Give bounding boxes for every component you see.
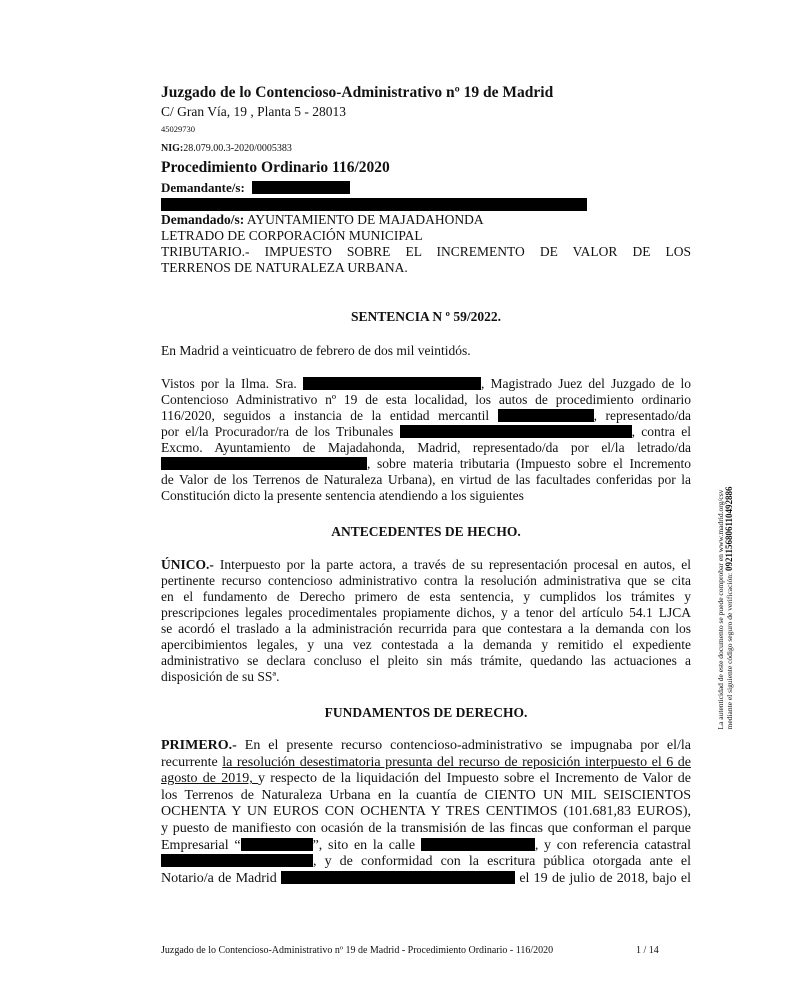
defendant-line-1: Demandado/s: AYUNTAMIENTO DE MAJADAHONDA	[161, 212, 484, 227]
fundamentos-line-7: Empresarial “ ”, sito en la calle , y con referencia catastral	[161, 837, 692, 853]
antecedentes-heading: ANTECEDENTES DE HECHO.	[331, 524, 521, 539]
intro-paragraph: En Madrid a veinticuatro de febrero de dos mil veintidós.	[161, 343, 471, 358]
fundamentos-line-5: OCHENTA Y UN EUROS CON OCHENTA Y TRES CENTIMOS (101.681,83 EUROS),	[161, 804, 691, 820]
fundamentos-line-9: Notario/a de Madrid el 19 de julio de 2018, bajo el	[161, 870, 692, 886]
redaction-park-name	[241, 838, 313, 851]
nig-line	[161, 143, 292, 154]
unico-label: ÚNICO.-	[161, 557, 214, 572]
vistos-line-3: 116/2020, seguidos a instancia de la entidad mercantil , representado/da	[161, 408, 691, 423]
fundamentos-line-2: recurrente la resolución desestimatoria presunta del recurso de reposición interpuesto el 6 de	[161, 754, 691, 770]
antecedentes-paragraph: ÚNICO.- Interpuesto por la parte actora, a través de su representación procesal en autos, el pertinente recurso contencioso administrativo contra la resolución administrativa que se cita en el fundamento de Derecho primero de esta sentencia, y cumplidos los trámites y prescripciones legales procedimentales propiamente dichos, y a tenor del artículo 54.1 LJCA se acordó el traslado a la administración recurrida para que contestara a la demanda con los apercibimientos legales, y una vez contestada a la demanda y remitido el expediente administrativo se declara concluso el pleito sin más trámite, quedando las actuaciones a disposición de su SSª.	[161, 557, 691, 684]
verification-stamp	[718, 468, 732, 748]
redaction-procurator-name	[400, 425, 632, 438]
footer-text: Juzgado de lo Contencioso-Administrativo nº 19 de Madrid - Procedimiento Ordinario - 116/2020	[161, 945, 554, 956]
vistos-line-8: Constitución dicto la presente sentencia atendiendo a los siguientes	[161, 488, 524, 503]
defendant-block	[161, 212, 691, 276]
court-title: Juzgado de lo Contencioso-Administrativo nº 19 de Madrid	[161, 84, 554, 101]
vistos-line-5: Excmo. Ayuntamiento de Majadahonda, Madrid, representado/da por el/la letrado/da	[161, 440, 691, 455]
procedure-title: Procedimiento Ordinario 116/2020	[161, 159, 390, 176]
vistos-paragraph	[161, 376, 691, 504]
defendant-line-2: LETRADO DE CORPORACIÓN MUNICIPAL	[161, 228, 423, 243]
plaintiff-line	[161, 180, 350, 196]
redaction-plaintiff-detail	[161, 198, 587, 211]
redaction-notary-name	[281, 871, 515, 884]
verification-line-2: mediante el siguiente código seguro de verificación: 0921156806110492886	[724, 486, 734, 730]
court-code: 45029730	[161, 124, 195, 134]
vistos-line-2: Contencioso Administrativo nº 19 de esta localidad, los autos de procedimiento ordinario	[161, 392, 691, 407]
redaction-cadastral-ref	[161, 854, 313, 867]
redaction-judge-name	[303, 377, 481, 390]
antecedentes-line-1: ÚNICO.- Interpuesto por la parte actora, a través de su representación procesal en autos, el	[161, 557, 691, 572]
redaction-lawyer-name	[161, 457, 367, 470]
defendant-label: Demandado/s:	[161, 212, 245, 227]
vistos-line-6: , sobre materia tributaria (Impuesto sobre el Incremento	[161, 456, 691, 472]
nig-label: NIG:	[161, 143, 184, 154]
fundamentos-paragraph	[161, 738, 691, 887]
sentence-title: SENTENCIA N º 59/2022.	[351, 309, 501, 324]
page-number: 1 / 14	[636, 945, 659, 956]
fundamentos-line-3: agosto de 2019, y respecto de la liquidación del Impuesto sobre el Incremento de Valor de	[161, 771, 691, 787]
verification-line-1: La autenticidad de este documento se puede comprobar en www.madrid.org/csv	[716, 489, 725, 730]
verification-code: 0921156806110492886	[724, 486, 734, 572]
vistos-line-7: de Valor de los Terrenos de Naturaleza Urbana), en virtud de las facultades conferidas por la	[161, 472, 691, 487]
fundamentos-line-1: PRIMERO.- En el presente recurso contencioso-administrativo se impugnaba por el/la	[161, 738, 691, 753]
vistos-line-4: por el/la Procurador/ra de los Tribunales , contra el	[161, 424, 692, 439]
redaction-company-name	[498, 409, 594, 422]
nig-value: 28.079.00.3-2020/0005383	[183, 143, 292, 154]
redaction-street-name	[421, 838, 535, 851]
court-address: C/ Gran Vía, 19 , Planta 5 - 28013	[161, 104, 346, 119]
fundamentos-line-4: los Terrenos de Naturaleza Urbana en la cuantía de CIENTO UN MIL SEISCIENTOS	[161, 787, 691, 803]
fundamentos-line-6: y puesto de manifiesto con ocasión de la transmisión de las fincas que conforman el parque	[161, 820, 691, 836]
primero-label: PRIMERO.-	[161, 738, 237, 753]
defendant-line-4: TERRENOS DE NATURALEZA URBANA.	[161, 260, 408, 275]
plaintiff-label: Demandante/s:	[161, 180, 245, 195]
vistos-line-1: Vistos por la Ilma. Sra. , Magistrado Juez del Juzgado de lo	[161, 376, 692, 391]
redaction-plaintiff-name	[252, 181, 350, 194]
fundamentos-line-8: , y de conformidad con la escritura pública otorgada ante el	[161, 854, 691, 871]
defendant-line-3: TRIBUTARIO.- IMPUESTO SOBRE EL INCREMENTO DE VALOR DE LOS	[161, 244, 691, 259]
fundamentos-heading: FUNDAMENTOS DE DERECHO.	[324, 705, 528, 720]
